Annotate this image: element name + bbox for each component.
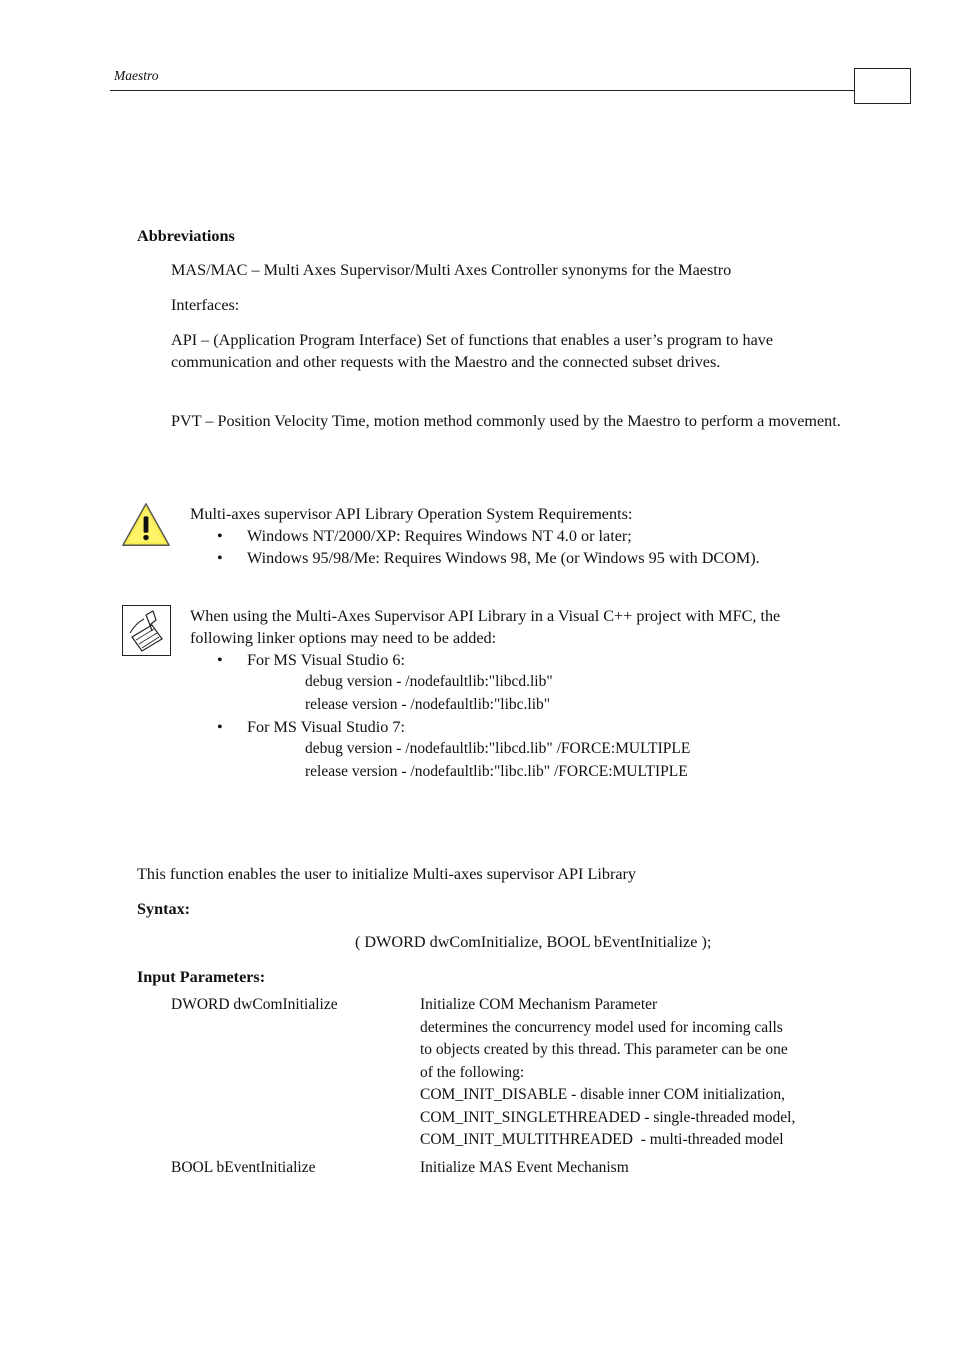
linker-list [190,649,830,671]
list-item: • For MS Visual Studio 7: [217,718,405,736]
param-description [420,994,860,1152]
linker-intro: When using the Multi-Axes Supervisor API Library in a Visual C++ project with MFC, the following linker options may need to be added: [190,607,781,647]
vs6-release-option: release version - /nodefaultlib:"libc.lib" [305,695,551,713]
param-desc-line: to objects created by this thread. This parameter can be one [420,1041,788,1058]
syntax-heading: Syntax: [137,900,191,918]
abbrev-item-mas: MAS/MAC – Multi Axes Supervisor/Multi Axes Controller synonyms for the Maestro [171,261,732,279]
header-rule [110,90,855,91]
param-desc-line: Initialize COM Mechanism Parameter [420,996,658,1013]
function-description: This function enables the user to initialize Multi-axes supervisor API Library [137,865,636,883]
param-name: BOOL bEventInitialize [171,1159,316,1176]
linker-note [190,605,830,783]
param-desc-line: COM_INIT_DISABLE - disable inner COM initialization, [420,1086,786,1103]
syntax-signature: ( DWORD dwComInitialize, BOOL bEventInitialize ); [355,933,712,951]
note-icon [122,605,172,662]
input-parameters-heading: Input Parameters: [137,968,266,986]
requirements-intro: Multi-axes supervisor API Library Operation System Requirements: [190,505,633,523]
abbrev-item-api: API – (Application Program Interface) Set of functions that enables a user’s program to have communication and other requests with the Maestro and the connected subset drives. [171,331,774,371]
param-description: Initialize MAS Event Mechanism [420,1159,629,1176]
running-header-title: Maestro [114,68,159,83]
abbrev-item-interfaces: Interfaces: [171,296,240,314]
list-item: • Windows 95/98/Me: Requires Windows 98, Me (or Windows 95 with DCOM). [217,549,760,567]
list-item: • For MS Visual Studio 6: [217,651,405,669]
vs7-release-option: release version - /nodefaultlib:"libc.lib" /FORCE:MULTIPLE [305,762,688,780]
abbrev-item-pvt: PVT – Position Velocity Time, motion method commonly used by the Maestro to perform a movement. [171,412,841,430]
requirements-list [190,525,850,569]
param-desc-line: of the following: [420,1063,525,1081]
abbreviations-heading: Abbreviations [137,227,235,245]
vs7-debug-option: debug version - /nodefaultlib:"libcd.lib" /FORCE:MULTIPLE [305,740,691,757]
param-desc-line: COM_INIT_SINGLETHREADED - single-threaded model, [420,1108,796,1126]
vs6-debug-option: debug version - /nodefaultlib:"libcd.lib" [305,673,553,690]
param-desc-line: determines the concurrency model used for incoming calls [420,1018,783,1036]
param-name: DWORD dwComInitialize [171,996,338,1013]
param-desc-line: COM_INIT_MULTITHREADED - multi-threaded model [420,1131,784,1148]
requirements-note [190,503,850,569]
list-item: • Windows NT/2000/XP: Requires Windows NT 4.0 or later; [217,527,632,545]
warning-icon [120,500,172,555]
linker-list-vs7 [190,716,830,738]
page-number-box [854,68,911,104]
